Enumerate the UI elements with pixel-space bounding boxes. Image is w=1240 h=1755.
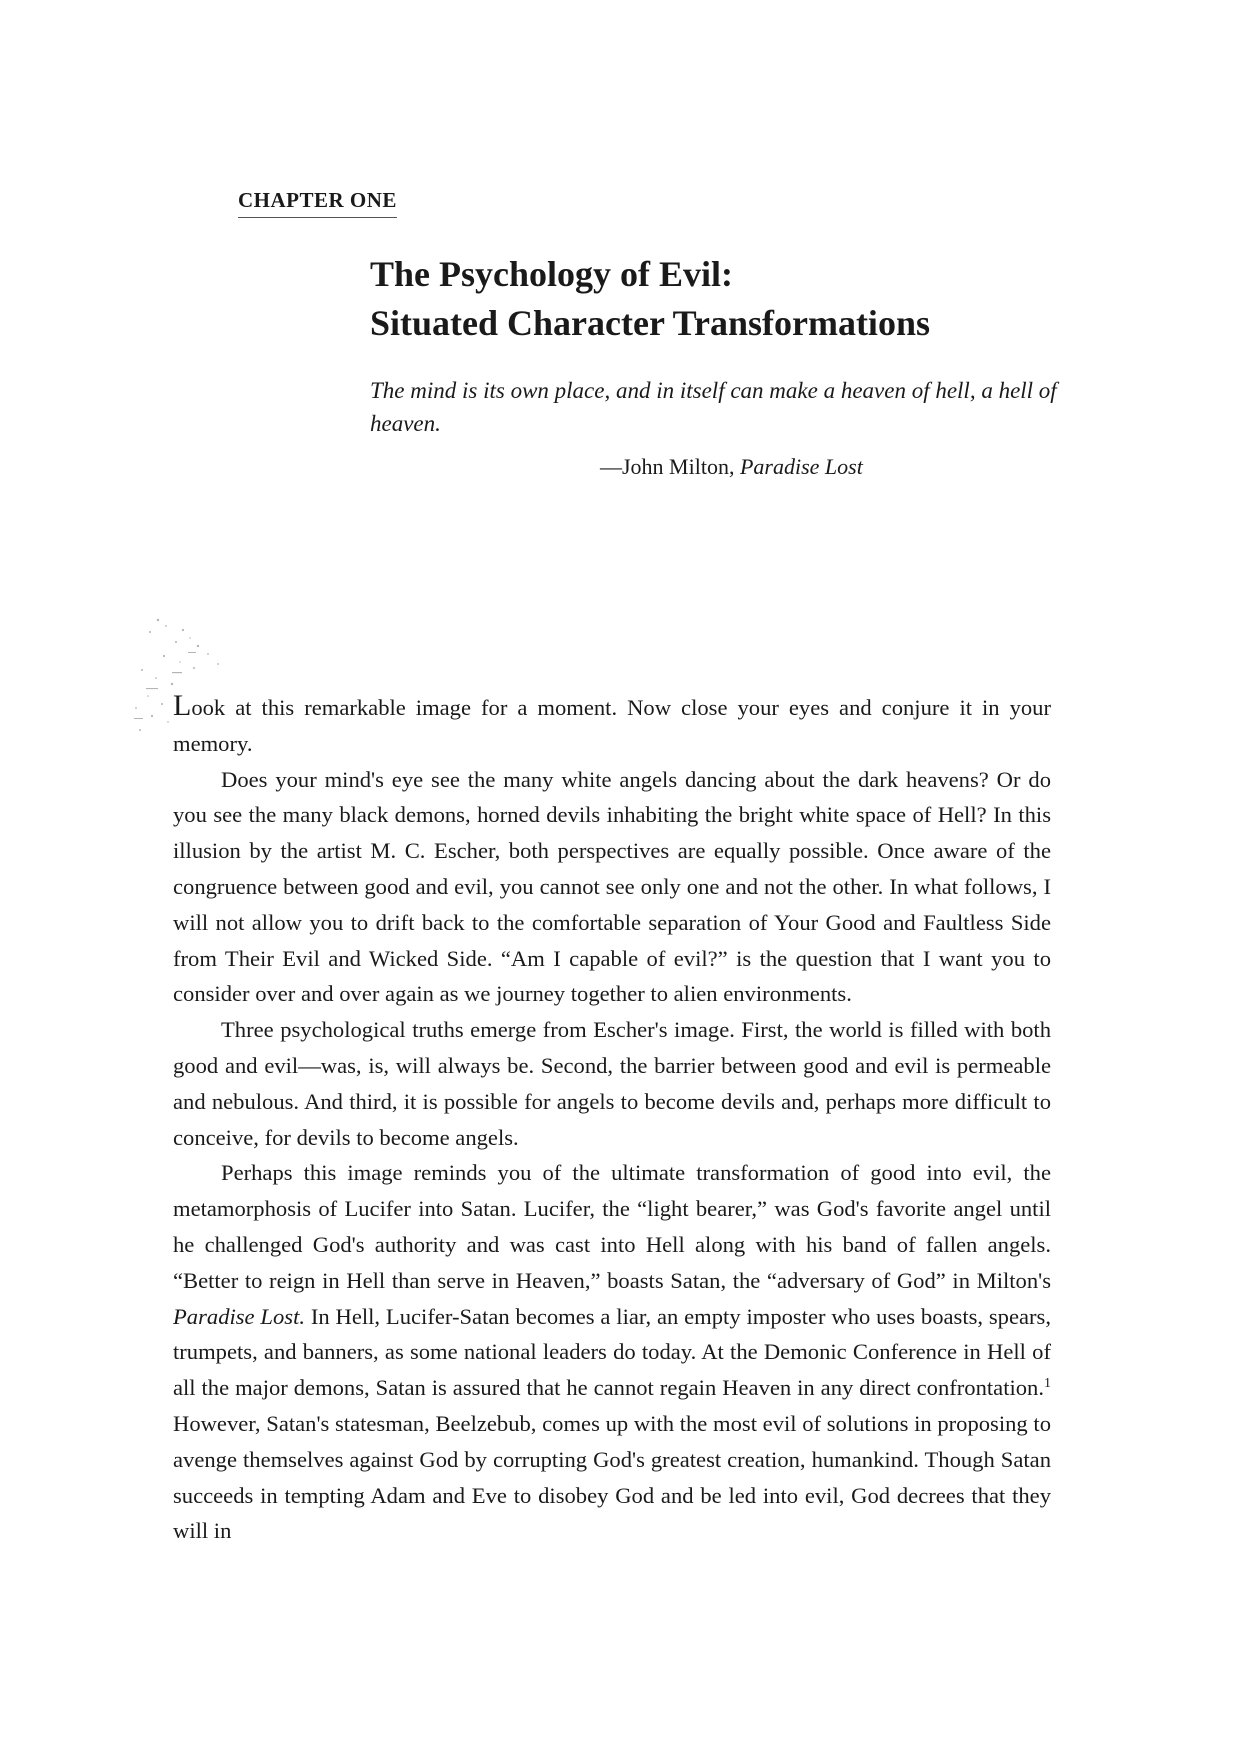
paragraph-1 [173,690,1051,762]
paragraph-2: Does your mind's eye see the many white angels dancing about the dark heavens? Or do you see the many black demons, horned devils inhabiting the bright white space of Hell? In this illusion by the artist M. C. Escher, both perspectives are equally possible. Once aware of the congruence between good and evil, you cannot see only one and not the other. In what follows, I will not allow you to drift back to the comfortable separation of Your Good and Faultless Side from Their Evil and Wicked Side. “Am I capable of evil?” is the question that I want you to consider over and over again as we journey together to alien environments. [173,766,1051,1007]
paragraph-3: Three psychological truths emerge from Escher's image. First, the world is filled with both good and evil—was, is, will always be. Second, the barrier between good and evil is permeable and nebulous. And third, it is possible for angels to become devils and, perhaps more difficult to conceive, for devils to become angels. [173,1017,1051,1150]
drop-cap: L [173,689,192,722]
paragraph-4-seg-2: In Hell, Lucifer-Satan becomes a liar, an empty imposter who uses boasts, spears, trumpets, and banners, as some national leaders do today. At the Demonic Conference in Hell of all the major demons, Satan is assured that he cannot regain Heaven in any direct confrontation. [173,1303,1051,1401]
footnote-ref-1[interactable]: 1 [1044,1376,1051,1392]
epigraph-work: Paradise Lost [739,454,863,479]
chapter-title-line-2: Situated Character Transformations [370,303,930,343]
body-text [173,690,1051,1549]
epigraph-quote: The mind is its own place, and in itself can make a heaven of hell, a hell of heaven. [370,378,1057,436]
chapter-label: CHAPTER ONE [238,188,397,218]
paragraph-1-text: ook at this remarkable image for a moment. Now close your eyes and conjure it in your memory. [173,695,1051,756]
paragraph-4-work-title: Paradise Lost. [173,1303,306,1329]
epigraph-author: —John Milton, [600,454,735,479]
paragraph-4-seg-3: However, Satan's statesman, Beelzebub, comes up with the most evil of solutions in proposing to avenge themselves against God by corrupting God's greatest creation, humankind. Though Satan succeeds in tempting Adam and Eve to disobey God and be led into evil, God decrees that they will in [173,1410,1051,1544]
paragraph-4-seg-1: Perhaps this image reminds you of the ultimate transformation of good into evil, the metamorphosis of Lucifer into Satan. Lucifer, the “light bearer,” was God's favorite angel until he challenged God's authority and was cast into Hell along with his band of fallen angels. “Better to reign in Hell than serve in Heaven,” boasts Satan, the “adversary of God” in Milton's [173,1160,1051,1293]
paragraph-4 [173,1155,1051,1549]
chapter-title-line-1: The Psychology of Evil: [370,254,734,294]
chapter-title [370,250,1170,348]
epigraph-attribution [600,454,863,480]
